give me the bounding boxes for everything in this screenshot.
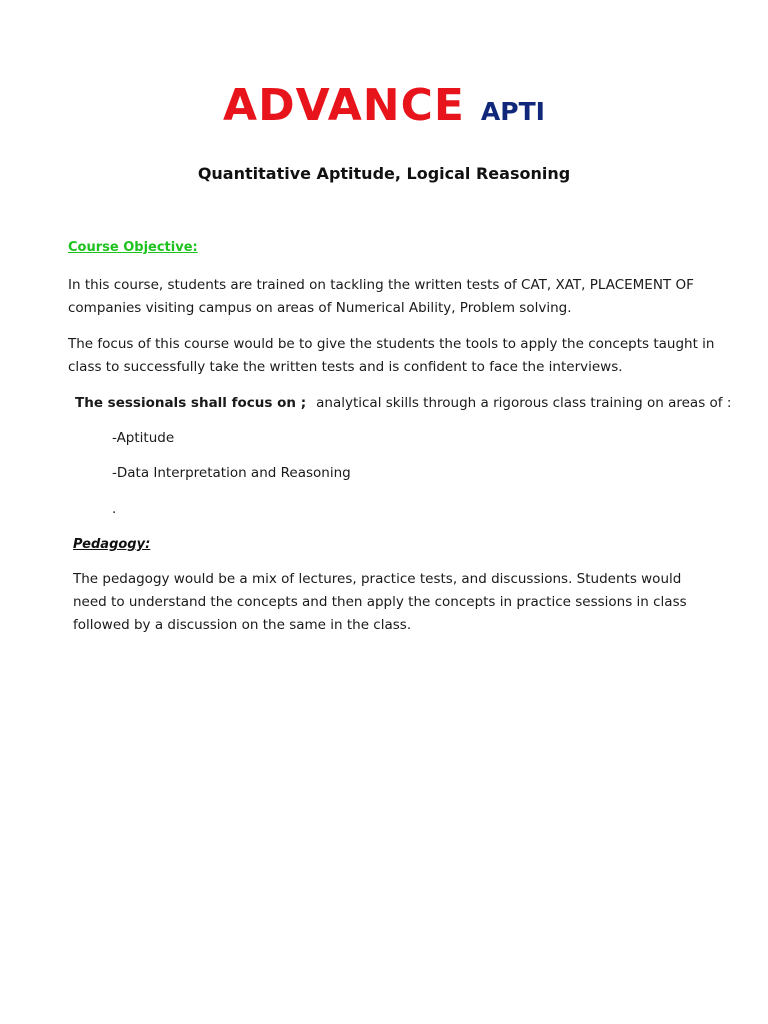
document-subtitle: Quantitative Aptitude, Logical Reasoning [197,164,571,183]
list-item-data-interpretation: -Data Interpretation and Reasoning [112,465,351,481]
course-objective-paragraph-1: In this course, students are trained on tackling the written tests of CAT, XAT, PLACEMENT OF companies visiting campus on areas of Numerical Ability, Problem solving. [68,277,694,316]
sessionals-line [75,392,731,415]
sessionals-text: analytical skills through a rigorous class training on areas of : [316,395,732,411]
pedagogy-heading: Pedagogy: [73,537,151,552]
document-title-suffix: APTI [480,97,545,126]
list-item-aptitude: -Aptitude [112,430,175,446]
document-title: ADVANCE [223,80,465,131]
pedagogy-paragraph: The pedagogy would be a mix of lectures, practice tests, and discussions. Students would need to understand the concepts and then apply the concepts in practice sessions in class followed by a discussion on the same in the class. [73,571,687,633]
course-objective-paragraph-2: The focus of this course would be to give the students the tools to apply the concepts taught in class to successfully take the written tests and is confident to face the interviews. [68,336,715,375]
list-item-dot: . [112,501,117,517]
title-row [0,80,768,131]
sessionals-lead: The sessionals shall focus on ; [75,395,307,411]
course-objective-heading: Course Objective: [68,240,198,255]
